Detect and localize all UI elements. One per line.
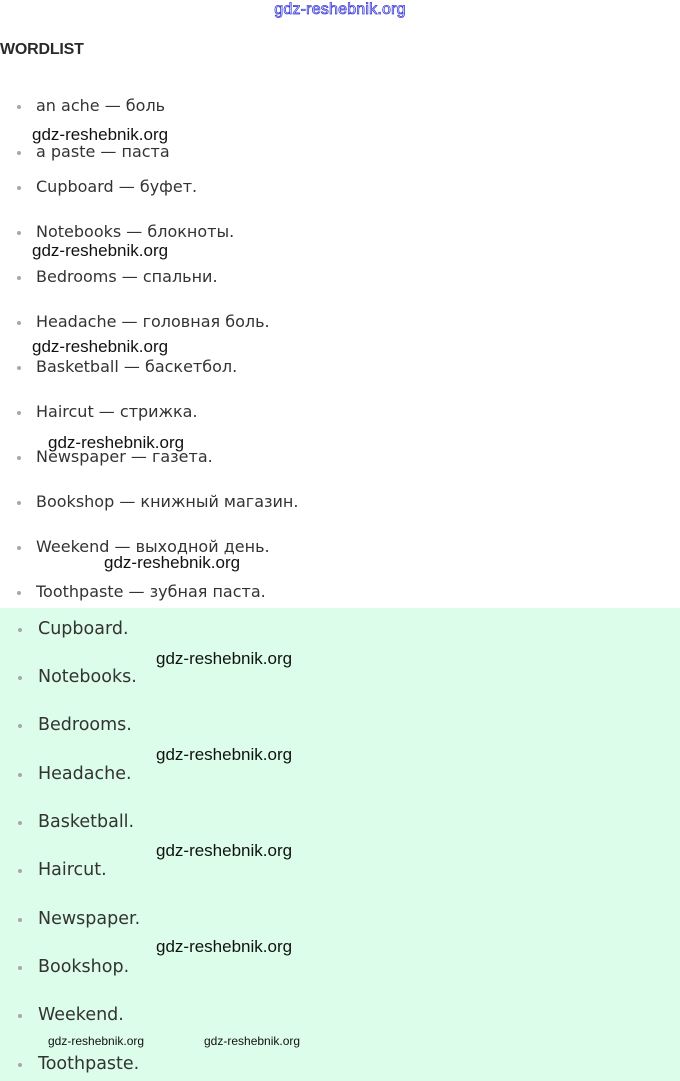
watermark: gdz-reshebnik.org [156,841,293,860]
list-item-text: a paste — паста [36,142,170,161]
list-item-text: Cupboard — буфет. [36,177,198,196]
watermark: gdz-reshebnik.org [32,241,169,260]
bullet-icon [17,546,21,550]
watermark: gdz-reshebnik.org [204,1034,301,1048]
bullet-icon [18,918,22,922]
bullet-icon [17,456,21,460]
list-item-text: Basketball — баскетбол. [36,357,238,376]
watermark: gdz-reshebnik.org [104,553,241,572]
bullet-icon [18,628,22,632]
list-item-text: Toothpaste. [38,1054,140,1074]
bullet-icon [18,1063,22,1067]
bullet-icon [18,821,22,825]
bullet-icon [18,966,22,970]
list-item-text: Cupboard. [38,619,129,639]
list-item-text: Bookshop. [38,957,130,977]
list-item-text: Toothpaste — зубная паста. [36,582,266,601]
bullet-icon [17,501,21,505]
watermark: gdz-reshebnik.org [48,433,185,452]
watermark: gdz-reshebnik.org [156,649,293,668]
bullet-icon [17,105,21,109]
bullet-icon [17,591,21,595]
watermark: gdz-reshebnik.org [156,745,293,764]
watermark: gdz-reshebnik.org [32,337,169,356]
list-item-text: Basketball. [38,812,135,832]
bullet-icon [18,676,22,680]
list-item-text: Weekend. [38,1005,124,1025]
answer-box [0,608,680,1081]
bullet-icon [17,151,21,155]
bullet-icon [17,276,21,280]
list-item-text: Weekend — выходной день. [36,537,270,556]
list-item-text: Newspaper. [38,909,141,929]
bullet-icon [18,1014,22,1018]
bullet-icon [17,411,21,415]
watermark: gdz-reshebnik.org [48,1034,145,1048]
list-item-text: an ache — боль [36,96,166,115]
watermark: gdz-reshebnik.org [32,125,169,144]
bullet-icon [18,869,22,873]
list-item-text: Bookshop — книжный магазин. [36,492,299,511]
bullet-icon [17,366,21,370]
list-item-text: Newspaper — газета. [36,447,213,466]
list-item-text: Headache — головная боль. [36,312,270,331]
bullet-icon [18,773,22,777]
bullet-icon [17,186,21,190]
list-item-text: Notebooks — блокноты. [36,222,235,241]
list-item-text: Bedrooms. [38,715,132,735]
watermark: gdz-reshebnik.org [156,937,293,956]
bullet-icon [17,321,21,325]
bullet-icon [17,231,21,235]
bullet-icon [18,724,22,728]
list-item-text: Haircut — стрижка. [36,402,198,421]
site-header-link[interactable]: gdz-reshebnik.org [274,1,406,18]
page-title: WORDLIST [0,41,84,58]
list-item-text: Notebooks. [38,667,137,687]
list-item-text: Haircut. [38,860,107,880]
list-item-text: Headache. [38,764,132,784]
list-item-text: Bedrooms — спальни. [36,267,218,286]
